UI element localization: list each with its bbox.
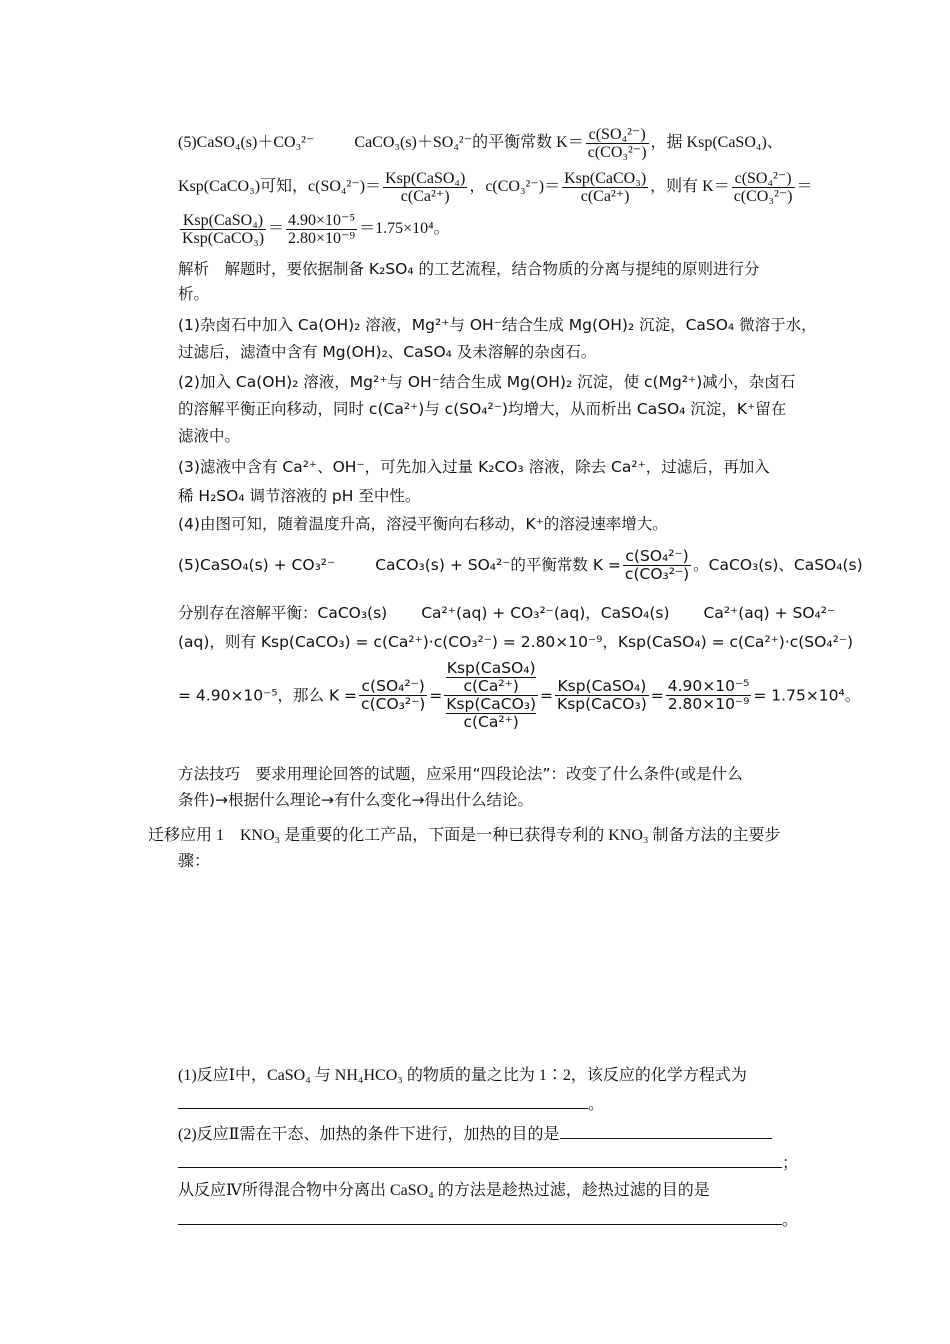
p5-k-fraction: $\frac{\text{c(SO₄²⁻)}}{\text{c(CO₃²⁻)}}$ bbox=[587, 126, 647, 161]
p5-line1 bbox=[178, 126, 783, 161]
p5-co3-fraction: $\frac{\text{Ksp(CaCO₃)}}{\text{c(Ca²⁺)}}$ bbox=[564, 170, 647, 205]
p5-ksp-ref: ，据 Ksp(CaSO₄)、 bbox=[650, 134, 783, 152]
analysis-value-ratio: $\frac{\text{4.90×10⁻⁵}}{\text{2.80×10⁻⁹}}$ bbox=[667, 677, 750, 713]
analysis-line-3: (1)杂卤石中加入 Ca(OH)₂ 溶液，Mg²⁺与 OH⁻结合生成 Mg(OH)₂ 沉淀，CaSO₄ 微溶于水， bbox=[178, 316, 817, 334]
p5-ksp-ratio: $\frac{\text{Ksp(CaSO₄)}}{\text{Ksp(CaCO₃)}}$ bbox=[182, 212, 265, 247]
analysis-k-fraction: $\frac{\text{c(SO₄²⁻)}}{\text{c(CO₃²⁻)}}$ bbox=[624, 547, 690, 583]
analysis-k-fraction-2: $\frac{\text{c(SO₄²⁻)}}{\text{c(CO₃²⁻)}}$ bbox=[361, 677, 426, 713]
transfer-line-2: 骤： bbox=[178, 853, 211, 870]
analysis-line-13: (aq)，则有 Ksp(CaCO₃) = c(Ca²⁺)·c(CO₃²⁻) = 2.80×10⁻⁹，Ksp(CaSO₄) = c(Ca²⁺)·c(SO₄²⁻) bbox=[178, 633, 854, 651]
p5-result: ＝1.75×10⁴。 bbox=[359, 220, 450, 238]
question-2-answer-row: ； bbox=[178, 1153, 798, 1174]
answer-blank-1[interactable] bbox=[178, 1094, 588, 1109]
p5-line3: $\frac{\text{Ksp(CaSO₄)}}{\text{Ksp(CaCO₃)}}$ ＝ $\frac{\text{4.90×10⁻⁵}}{\text{2.80×10⁻⁹}}$ ＝1.75×10⁴。 bbox=[182, 212, 450, 247]
p5-line2: Ksp(CaCO₃)可知，c(SO₄²⁻)＝ $\frac{\text{Ksp(CaSO₄)}}{\text{c(Ca²⁺)}}$ ，c(CO₃²⁻)＝ $\frac{\text{Ksp(CaCO₃)}}{\text{c(Ca²⁺)}}$ ，则有 K＝ $\frac{\text{c(SO₄²⁻)}}{\text{c(CO₃²⁻)}}$ ＝ bbox=[178, 170, 813, 205]
analysis-line-2: 析。 bbox=[178, 285, 210, 303]
analysis-line-11: (5)CaSO₄(s) + CO₃²⁻ CaCO₃(s) + SO₄²⁻的平衡常数 K = $\frac{\text{c(SO₄²⁻)}}{\text{c(CO₃²⁻)}}$ 。CaCO₃(s)、CaSO₄(s) bbox=[178, 547, 863, 583]
method-line-2: 条件)→根据什么理论→有什么变化→得出什么结论。 bbox=[178, 791, 534, 809]
question-1-answer-row: 。 bbox=[178, 1094, 604, 1115]
p5-value-ratio: $\frac{\text{4.90×10⁻⁵}}{\text{2.80×10⁻⁹}}$ bbox=[288, 212, 356, 247]
analysis-line-10: (4)由图可知，随着温度升高，溶浸平衡向右移动，K⁺的溶浸速率增大。 bbox=[178, 515, 668, 533]
analysis-line-7: 滤液中。 bbox=[178, 427, 241, 445]
analysis-line-6: 的溶解平衡正向移动，同时 c(Ca²⁺)与 c(SO₄²⁻)均增大，从而析出 CaSO₄ 沉淀，K⁺留在 bbox=[178, 400, 787, 418]
question-2-row: (2)反应Ⅱ需在干态、加热的条件下进行，加热的目的是 bbox=[178, 1124, 772, 1145]
answer-blank-2b[interactable] bbox=[178, 1153, 782, 1168]
question-1: (1)反应Ⅰ中，CaSO₄ 与 NH₄HCO₃ 的物质的量之比为 1∶2，该反应的化学方程式为 bbox=[178, 1067, 747, 1084]
p5-reactants: (5)CaSO₄(s)＋CO₃²⁻ bbox=[178, 134, 315, 152]
method-line-1: 方法技巧 要求用理论回答的试题，应采用“四段论法”：改变了什么条件(或是什么 bbox=[178, 765, 743, 783]
answer-blank-3[interactable] bbox=[178, 1210, 782, 1225]
analysis-line-12: 分别存在溶解平衡：CaCO₃(s) Ca²⁺(aq) + CO₃²⁻(aq)，CaSO₄(s) Ca²⁺(aq) + SO₄²⁻ bbox=[178, 604, 836, 622]
analysis-line-1: 解析 解题时，要依据制备 K₂SO₄ 的工艺流程，结合物质的分离与提纯的原则进行分 bbox=[178, 260, 760, 278]
analysis-line-9: 稀 H₂SO₄ 调节溶液的 pH 至中性。 bbox=[178, 487, 421, 505]
analysis-ksp-ratio: $\frac{\text{Ksp(CaSO₄)}}{\text{Ksp(CaCO₃)}}$ bbox=[557, 677, 647, 713]
analysis-result: = 1.75×10⁴。 bbox=[753, 686, 861, 705]
analysis-line-5: (2)加入 Ca(OH)₂ 溶液，Mg²⁺与 OH⁻结合生成 Mg(OH)₂ 沉淀，使 c(Mg²⁺)减小，杂卤石 bbox=[178, 373, 796, 391]
p5-k-fraction-2: $\frac{\text{c(SO₄²⁻)}}{\text{c(CO₃²⁻)}}$ bbox=[733, 170, 793, 205]
answer-blank-2a[interactable] bbox=[560, 1124, 772, 1139]
analysis-line-4: 过滤后，滤渣中含有 Mg(OH)₂、CaSO₄ 及未溶解的杂卤石。 bbox=[178, 343, 597, 361]
analysis-line-14: = 4.90×10⁻⁵，那么 K = $\frac{\text{c(SO₄²⁻)}}{\text{c(CO₃²⁻)}}$ = Ksp(CaSO₄) c(Ca²⁺) Ksp(CaCO₃) c(Ca²⁺) = $\frac{\text{Ksp(CaSO₄)}}{\text{Ksp(CaCO₃)}}$ = $\frac{\text{4.90×10⁻⁵}}{\text{2.80×10⁻⁹}}$ = 1.75×10⁴。 bbox=[178, 659, 861, 731]
p5-k-label: K＝ bbox=[556, 134, 584, 152]
analysis-compound-fraction: Ksp(CaSO₄) c(Ca²⁺) Ksp(CaCO₃) c(Ca²⁺) bbox=[446, 659, 537, 731]
analysis-line-8: (3)滤液中含有 Ca²⁺、OH⁻，可先加入过量 K₂CO₃ 溶液，除去 Ca²⁺，过滤后，再加入 bbox=[178, 458, 770, 476]
transfer-line-1: 迁移应用 1 KNO₃ 是重要的化工产品，下面是一种已获得专利的 KNO₃ 制备方法的主要步 bbox=[148, 827, 781, 844]
question-3-answer-row: 。 bbox=[178, 1210, 798, 1231]
p5-products: CaCO₃(s)＋SO₄²⁻的平衡常数 bbox=[354, 134, 553, 152]
p5-so4-fraction: $\frac{\text{Ksp(CaSO₄)}}{\text{c(Ca²⁺)}}$ bbox=[385, 170, 466, 205]
question-3: 从反应Ⅳ所得混合物中分离出 CaSO₄ 的方法是趁热过滤，趁热过滤的目的是 bbox=[178, 1182, 710, 1199]
